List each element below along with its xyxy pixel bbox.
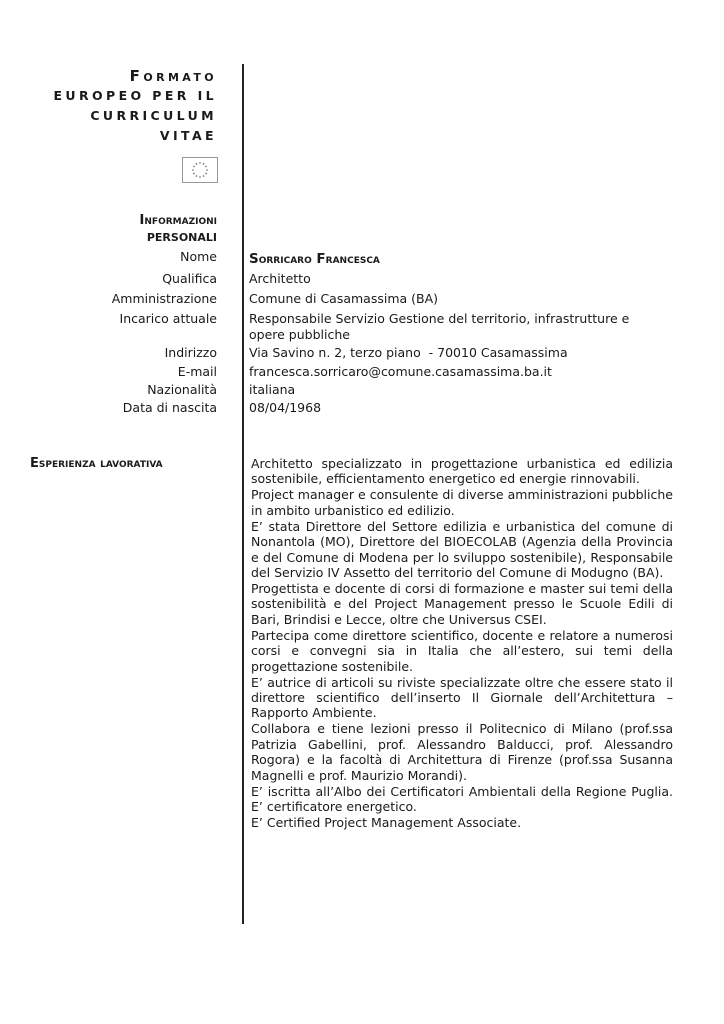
value-indirizzo: Via Savino n. 2, terzo piano - 70010 Casamassima: [249, 345, 568, 360]
value-amministrazione: Comune di Casamassima (BA): [249, 291, 439, 306]
personal-title-line2: PERSONALI: [146, 231, 217, 244]
header-line-1: Formato: [129, 67, 217, 85]
eu-flag-icon: [182, 157, 218, 183]
value-nazionalita: italiana: [249, 382, 296, 397]
flag-star: [196, 163, 198, 165]
label-email: E-mail: [177, 364, 217, 379]
flag-star: [196, 175, 198, 177]
value-qualifica: Architetto: [249, 271, 311, 286]
experience-paragraph: E’ autrice di articoli su riviste specializzate oltre che essere stato il direttore scientifico dell’inserto Il Giornale dell’Architettura – Rapporto Ambiente.: [251, 674, 673, 721]
value-incarico: Responsabile Servizio Gestione del territorio, infrastrutture e opere pubbliche: [249, 311, 630, 342]
experience-body: [251, 456, 673, 831]
experience-paragraph: Project manager e consulente di diverse amministrazioni pubbliche in ambito urbanistico ed edilizio.: [251, 487, 673, 518]
personal-section-title: [17, 212, 217, 246]
label-nazionalita: Nazionalità: [147, 382, 217, 397]
flag-star: [203, 175, 205, 177]
flag-star: [206, 169, 208, 171]
header-line-4: VITAE: [159, 128, 217, 143]
personal-title-line1: Informazioni: [139, 212, 217, 228]
value-email: francesca.sorricaro@comune.casamassima.ba.it: [249, 364, 552, 379]
flag-star: [199, 176, 201, 178]
experience-paragraph: Progettista e docente di corsi di formazione e master sui temi della sostenibilità e del Project Management presso le Scuole Edili di Bari, Brindisi e Lecce, oltre che Universus CSEI.: [251, 581, 673, 627]
label-data-nascita: Data di nascita: [122, 400, 217, 415]
flag-star: [205, 166, 207, 168]
label-nome: Nome: [180, 249, 217, 264]
header-line-2: EUROPEO PER IL: [53, 88, 217, 103]
experience-paragraph: Collabora e tiene lezioni presso il Politecnico di Milano (prof.ssa Patrizia Gabellini, prof. Alessandro Balducci, prof. Alessandro Rogora) e la facoltà di Architettura di Firenze (prof.ssa Susanna Magnelli e prof. Maurizio Morandi).: [251, 721, 673, 783]
experience-paragraph: Architetto specializzato in progettazione urbanistica ed edilizia sostenibile, efficientamento energetico ed energie rinnovabili.: [251, 456, 673, 487]
flag-star: [199, 162, 201, 164]
flag-star: [192, 169, 194, 171]
flag-star: [205, 173, 207, 175]
experience-paragraph: E’ iscritta all’Albo dei Certificatori Ambientali della Regione Puglia. E’ certificatore energetico.: [251, 783, 673, 815]
label-qualifica: Qualifica: [162, 271, 217, 286]
flag-star: [193, 173, 195, 175]
experience-paragraph: E’ stata Direttore del Settore edilizia e urbanistica del comune di Nonantola (MO), Direttore del BIOECOLAB (Agenzia della Provincia e del Comune di Modena per lo sviluppo sostenibile), Responsabile del Servizio IV Assetto del territorio del Comune di Modugno (BA).: [251, 518, 673, 581]
header-line-3: CURRICULUM: [90, 108, 217, 123]
experience-section-title: Esperienza lavorativa: [30, 456, 163, 471]
label-indirizzo: Indirizzo: [164, 345, 217, 360]
flag-star: [193, 166, 195, 168]
cv-header-title: [0, 66, 217, 146]
label-incarico: Incarico attuale: [119, 311, 217, 326]
value-data-nascita: 08/04/1968: [249, 400, 322, 415]
value-nome: Sorricaro Francesca: [249, 251, 380, 267]
experience-paragraph: E’ Certified Project Management Associate.: [251, 815, 522, 831]
experience-paragraph: Partecipa come direttore scientifico, docente e relatore a numerosi corsi e convegni sia in Italia che all’estero, sui temi della progettazione sostenibile.: [251, 627, 673, 674]
label-amministrazione: Amministrazione: [111, 291, 217, 306]
flag-star: [203, 163, 205, 165]
vertical-divider: [242, 64, 244, 924]
